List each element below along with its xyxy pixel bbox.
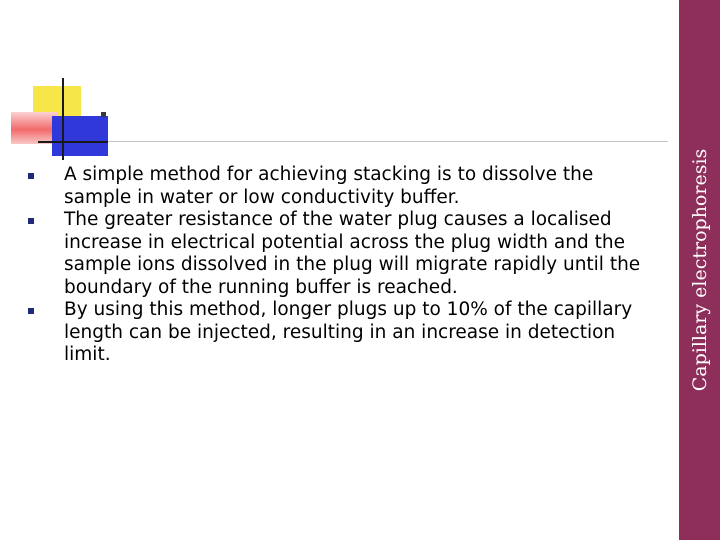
side-title: Capillary electrophoresis — [689, 148, 711, 392]
list-item — [26, 209, 646, 299]
list-item — [26, 299, 646, 367]
bullet-square-icon — [28, 218, 34, 224]
bullet-square-icon — [28, 308, 34, 314]
title-underline-accent — [38, 141, 108, 143]
list-item — [26, 164, 646, 209]
slide-title — [101, 112, 106, 117]
bullet-list — [26, 164, 646, 367]
bullet-text: A simple method for achieving stacking is to dissolve the sample in water or low conductivity buffer. — [64, 164, 594, 208]
red-gradient-square — [11, 112, 57, 144]
bullet-text: The greater resistance of the water plug causes a localised increase in electrical potential across the plug width and the sample ions dissolved in the plug will migrate rapidly until the boundary of the running buffer is reached. — [64, 209, 641, 298]
content-area — [26, 164, 646, 367]
decorative-logo — [0, 0, 140, 170]
bullet-text: By using this method, longer plugs up to 10% of the capillary length can be injected, resulting in an increase in detection limit. — [64, 299, 633, 365]
blue-square — [52, 116, 108, 156]
title-underline — [38, 141, 668, 142]
vertical-rule — [62, 78, 64, 160]
bullet-square-icon — [28, 173, 34, 179]
